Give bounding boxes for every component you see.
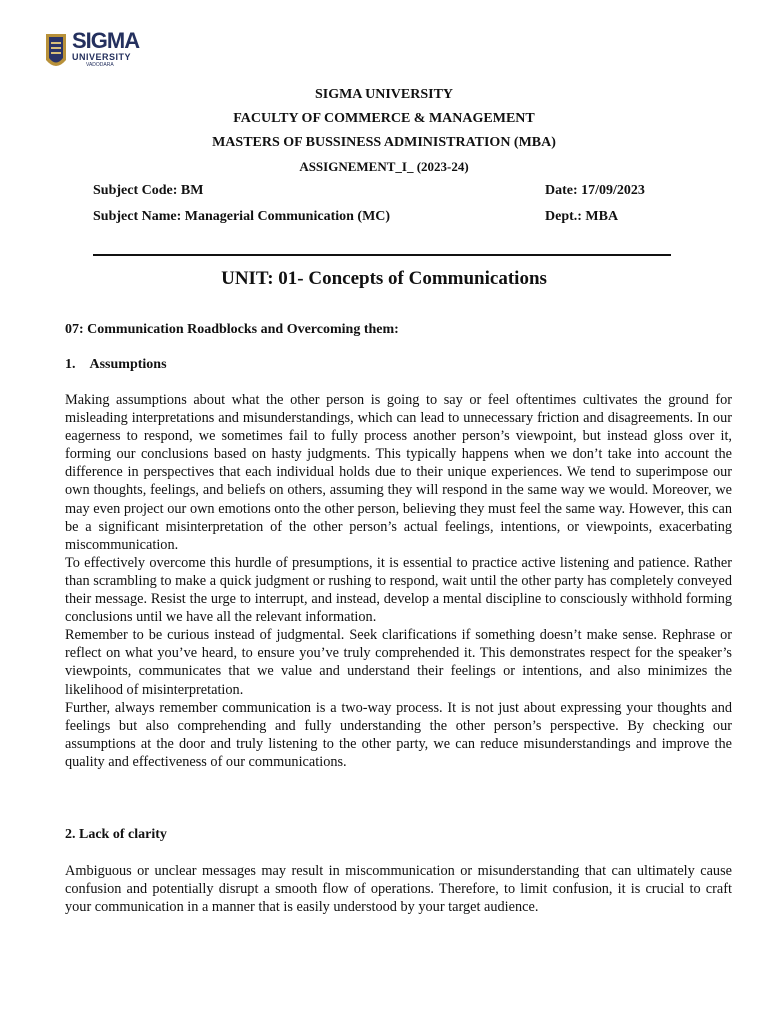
date: Date: 17/09/2023 <box>545 183 645 198</box>
subheading-number: 1. <box>65 357 76 372</box>
logo-name: SIGMA <box>72 28 140 53</box>
subheading-assumptions <box>65 357 167 373</box>
logo-wordmark <box>72 30 139 68</box>
lack-of-clarity-body <box>65 862 732 916</box>
unit-title: UNIT: 01- Concepts of Communications <box>221 268 547 289</box>
subject-name: Subject Name: Managerial Communication (MC) <box>93 209 391 224</box>
department: Dept.: MBA <box>545 209 619 224</box>
paragraph: Making assumptions about what the other person is going to say or feel oftentimes cultivates the ground for misleading interpretations and misunderstandings, which can lead to unnecessary friction and disagreements. In our eagerness to respond, we sometimes fail to fully process another person’s viewpoint, but instead gloss over it, forming our conclusions based on hasty judgments. This typically happens when we don’t take into account the difference in perspectives that each individual holds due to their unique experiences. We tend to superimpose our own thoughts, feelings, and beliefs on others, assuming they will respond in the same way we would. Moreover, we may even project our own emotions onto the other person, believing they must feel the same way. However, this can be a significant misinterpretation of the other person’s actual feelings, intentions, or viewpoints, exacerbating miscommunication. <box>65 392 732 553</box>
section-heading: 07: Communication Roadblocks and Overcoming them: <box>65 322 399 337</box>
paragraph: Further, always remember communication is a two-way process. It is not just about expressing your thoughts and feelings but also comprehending and fully understanding the other person’s perspective. By checking our assumptions at the door and truly listening to the other party, we can reduce misunderstandings and improve the quality and effectiveness of our communications. <box>65 699 732 770</box>
program-name: MASTERS OF BUSSINESS ADMINISTRATION (MBA) <box>212 135 556 150</box>
paragraph: Remember to be curious instead of judgmental. Seek clarifications if something doesn’t make sense. Rephrase or reflect on what you’ve heard, to ensure you’ve truly comprehended it. This demonstrates respect for the speaker’s viewpoints, communicates that we value and understand their feelings or intentions, and also minimizes the likelihood of misinterpretation. <box>65 627 732 698</box>
subject-code: Subject Code: BM <box>93 183 204 198</box>
paragraph: Ambiguous or unclear messages may result in miscommunication or misunderstanding that can ultimately cause confusion and potentially disrupt a smooth flow of operations. Therefore, to limit confusion, it is crucial to craft your communication in a manner that is easily understood by your target audience. <box>65 863 732 916</box>
logo-sub: UNIVERSITY <box>72 52 132 62</box>
subheading-title: Assumptions <box>89 357 167 372</box>
faculty-name: FACULTY OF COMMERCE & MANAGEMENT <box>233 111 535 126</box>
university-name: SIGMA UNIVERSITY <box>314 87 454 102</box>
logo-city: VADODARA <box>86 62 114 68</box>
paragraph: To effectively overcome this hurdle of presumptions, it is essential to practice active listening and patience. Rather than scrambling to make a quick judgment or rushing to respond, wait until the other party has completely conveyed their message. Resist the urge to interrupt, and instead, develop a mental discipline to consciously withhold forming conclusions until we have all the relevant information. <box>65 554 732 626</box>
assignment-title: ASSIGNEMENT_I_ (2023-24) <box>299 159 469 174</box>
subheading-lack-of-clarity: 2. Lack of clarity <box>65 827 167 842</box>
assumptions-body <box>65 391 732 771</box>
divider <box>93 254 671 256</box>
